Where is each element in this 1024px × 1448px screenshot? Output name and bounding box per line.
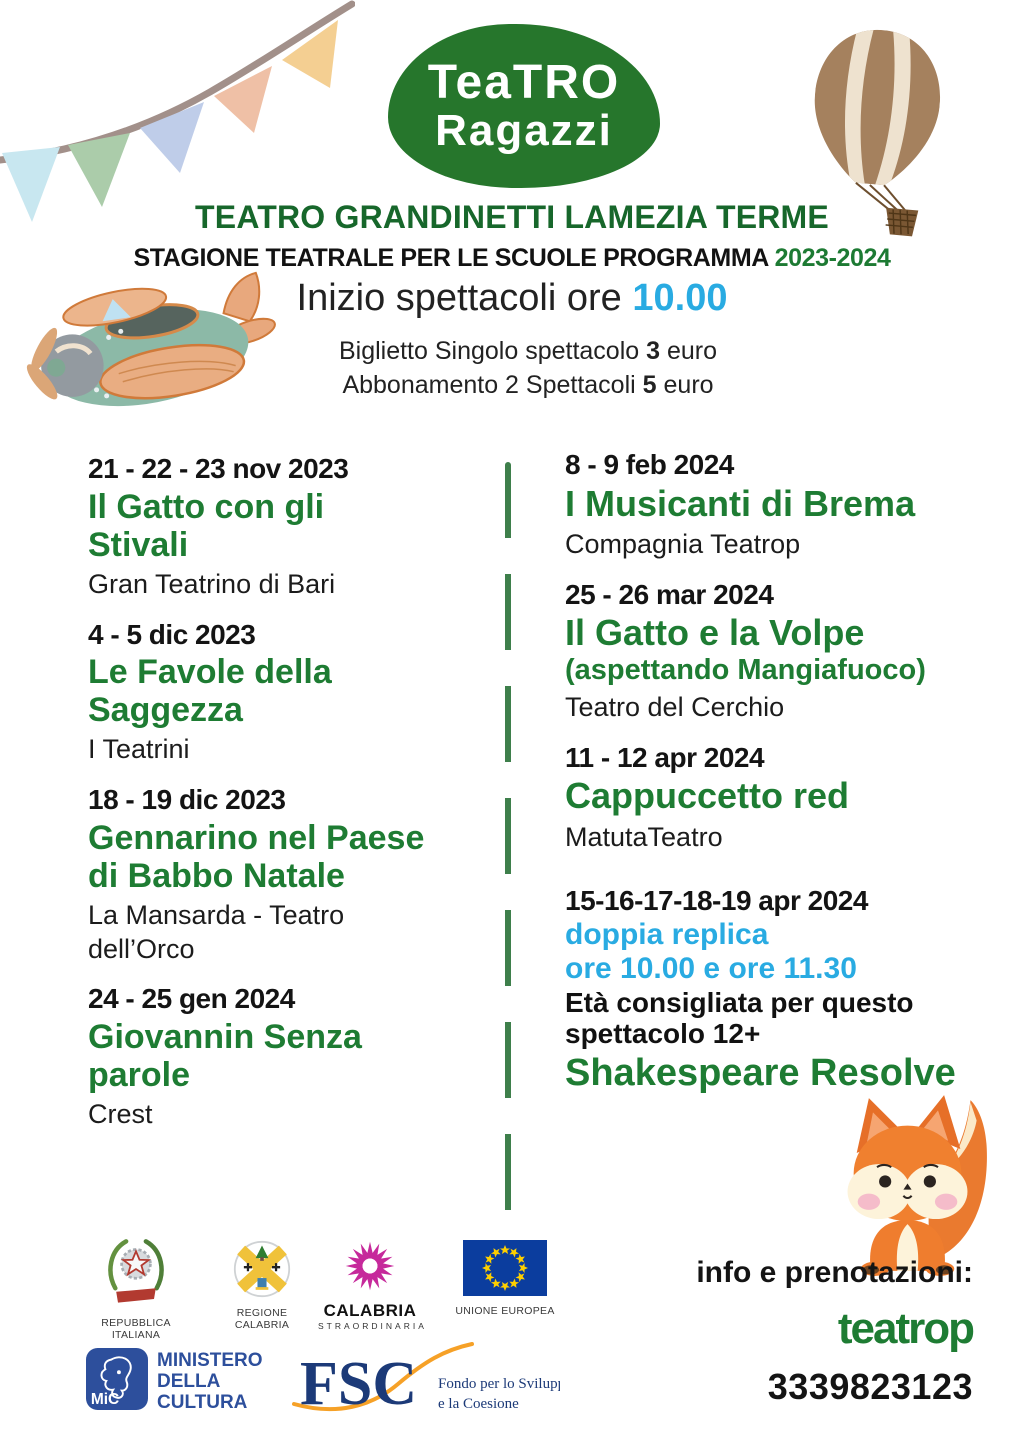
events-column-left xyxy=(88,452,433,1148)
eu-caption: UNIONE EUROPEA xyxy=(455,1305,555,1317)
event-company: Gran Teatrino di Bari xyxy=(88,568,336,599)
ticket-abo-suffix: euro xyxy=(663,371,714,399)
straordinaria-caption: STRAORDINARIA xyxy=(318,1321,427,1331)
event-item xyxy=(88,783,433,966)
logo-text-ragazzi: Ragazzi xyxy=(435,106,613,156)
event-item xyxy=(565,884,1000,1094)
calabria-caption: CALABRIA xyxy=(323,1301,417,1320)
venue-title: TEATRO GRANDINETTI LAMEZIA TERME xyxy=(195,199,829,235)
fox-icon xyxy=(818,1090,996,1278)
event-replica-line1: doppia replica xyxy=(565,917,769,951)
event-date: 4 - 5 dic 2023 xyxy=(88,618,256,650)
event-date: 21 - 22 - 23 nov 2023 xyxy=(88,453,349,484)
bunting-flags-icon xyxy=(0,0,355,230)
starburst-icon xyxy=(342,1238,398,1294)
event-item xyxy=(565,741,1000,855)
event-title: Shakespeare Resolve xyxy=(565,1051,956,1094)
event-company: I Teatrini xyxy=(88,734,190,765)
teatrop-brand: teatrop xyxy=(837,1304,973,1353)
event-date: 15-16-17-18-19 apr 2024 xyxy=(565,885,868,917)
event-item xyxy=(88,452,433,602)
event-item xyxy=(88,982,433,1132)
mic-acronym: MiC xyxy=(90,1391,120,1409)
event-company: Crest xyxy=(88,1099,153,1129)
event-company: La Mansarda - Teatro dell’Orco xyxy=(88,899,345,964)
fsc-acronym: FSC xyxy=(300,1350,418,1418)
event-item xyxy=(565,448,1000,562)
event-title: Il Gatto e la Volpe xyxy=(565,612,865,654)
event-item xyxy=(88,618,433,768)
ministry-line1: MINISTERO xyxy=(157,1350,263,1371)
column-divider xyxy=(505,462,511,1220)
fsc-icon xyxy=(292,1338,560,1426)
regione-calabria-logo xyxy=(212,1240,312,1331)
ministry-name xyxy=(157,1350,263,1413)
ticket-single-prefix: Biglietto Singolo spettacolo xyxy=(338,337,640,365)
event-company: Teatro del Cerchio xyxy=(565,691,785,722)
fsc-logo xyxy=(292,1338,560,1431)
fsc-caption-line2: e la Coesione xyxy=(438,1396,519,1412)
ticket-single-line xyxy=(16,337,1024,366)
event-title: I Musicanti di Brema xyxy=(565,482,916,524)
event-date: 24 - 25 gen 2024 xyxy=(88,983,295,1015)
event-title: Il Gatto con gli Stivali xyxy=(88,487,325,564)
season-label: STAGIONE TEATRALE PER LE SCUOLE PROGRAMMA xyxy=(133,244,769,272)
ministero-cultura-logo xyxy=(86,1348,263,1413)
event-title: Gennarino nel Paese di Babbo Natale xyxy=(88,818,425,895)
info-block xyxy=(543,1256,973,1408)
eu-flag-icon xyxy=(463,1240,547,1296)
ticket-abo-line xyxy=(16,371,1024,400)
ticket-single-suffix: euro xyxy=(666,337,718,365)
event-company: Compagnia Teatrop xyxy=(565,528,801,559)
logo-text-teatro: TeaTRO xyxy=(427,55,621,109)
event-date: 25 - 26 mar 2024 xyxy=(565,578,774,610)
ticket-abo-price: 5 xyxy=(642,371,657,399)
ministry-line2: DELLA xyxy=(157,1371,221,1392)
regione-calabria-icon xyxy=(233,1240,291,1298)
republic-italy-logo xyxy=(88,1236,184,1341)
event-date: 11 - 12 apr 2024 xyxy=(565,741,765,773)
info-label: info e prenotazioni: xyxy=(696,1256,973,1289)
event-replica-line2: ore 10.00 e ore 11.30 xyxy=(565,951,857,985)
event-subtitle: (aspettando Mangiafuoco) xyxy=(565,653,926,686)
opening-prefix: Inizio spettacoli ore xyxy=(296,277,622,319)
republic-caption: REPUBBLICA ITALIANA xyxy=(101,1317,171,1341)
event-date: 18 - 19 dic 2023 xyxy=(88,784,286,815)
event-title: Le Favole della Saggezza xyxy=(88,653,332,730)
ticket-abo-prefix: Abbonamento 2 Spettacoli xyxy=(342,371,636,399)
fsc-caption-line1: Fondo per lo Sviluppo xyxy=(438,1376,560,1392)
calabria-straordinaria-logo xyxy=(318,1238,427,1331)
event-title: Giovannin Senza parole xyxy=(88,1017,362,1094)
mic-icon xyxy=(86,1348,148,1410)
teatro-ragazzi-logo xyxy=(388,24,660,188)
event-age-note: Età consigliata per questo spettacolo 12+ xyxy=(565,987,914,1050)
event-item xyxy=(565,578,1000,725)
italy-emblem-icon xyxy=(104,1236,168,1308)
event-title: Cappuccetto red xyxy=(565,775,850,817)
event-company: MatutaTeatro xyxy=(565,821,723,852)
ministry-line3: CULTURA xyxy=(157,1392,248,1413)
opening-time: 10.00 xyxy=(632,277,728,319)
events-column-right xyxy=(565,448,1000,1110)
phone-number: 3339823123 xyxy=(767,1366,973,1407)
region-caption: REGIONE CALABRIA xyxy=(234,1307,290,1331)
ticket-single-price: 3 xyxy=(646,337,661,365)
event-date: 8 - 9 feb 2024 xyxy=(565,449,734,480)
season-years: 2023-2024 xyxy=(774,244,891,272)
